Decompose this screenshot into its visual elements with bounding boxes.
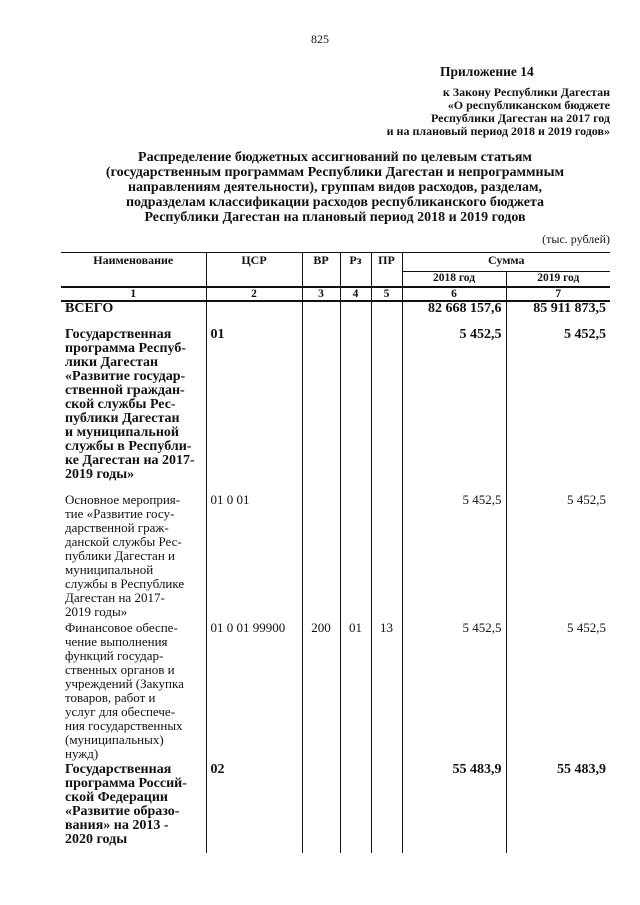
budget-table: [61, 252, 610, 853]
row-rz: 01: [340, 621, 371, 763]
title-line: направлениям деятельности), группам видов расходов, разделам,: [127, 180, 543, 195]
column-number: 3: [302, 287, 340, 301]
header-2018: 2018 год: [402, 272, 506, 288]
title-line: (государственным программам Республики Дагестан и непрограммным: [105, 165, 565, 180]
column-number: 6: [402, 287, 506, 301]
title-line: Республики Дагестан на плановый период 2018 и 2019 годов: [144, 210, 526, 225]
header-csr: ЦСР: [206, 253, 302, 288]
row-csr: [206, 301, 302, 322]
appendix-title: Приложение 14: [440, 64, 534, 79]
row-vr: [302, 493, 340, 621]
appendix-line: «О республиканском бюджете: [447, 98, 610, 112]
row-value-2018: 5 452,5: [402, 493, 506, 621]
column-number: 7: [506, 287, 610, 301]
row-rz: [340, 493, 371, 621]
header-sum: Сумма: [402, 253, 610, 272]
row-value-2019: 5 452,5: [506, 493, 610, 621]
row-vr: [302, 763, 340, 853]
row-rz: [340, 322, 371, 493]
title-line: подразделам классификации расходов республиканского бюджета: [125, 195, 545, 210]
row-csr: 01 0 01: [206, 493, 302, 621]
row-name: Государственная программа Россий- ской Федерации «Развитие образо- вания» на 2013 - 2020 годы: [65, 762, 187, 847]
header-name: Наименование: [93, 253, 174, 267]
row-csr: 01: [206, 322, 302, 493]
column-number: 2: [206, 287, 302, 301]
row-vr: [302, 301, 340, 322]
row-pr: [371, 322, 402, 493]
appendix-reference: [310, 86, 610, 138]
column-number: 5: [371, 287, 402, 301]
row-vr: 200: [302, 621, 340, 763]
row-value-2019: 55 483,9: [506, 763, 610, 853]
row-vr: [302, 322, 340, 493]
table-row: [61, 621, 610, 763]
row-name: Государственная программа Респуб- лики Дагестан «Развитие государ- ственной граждан- ской службы Рес- публики Дагестан и муниципальной службы в Республи- ке Дагестан на 2017- 2019 годы»: [65, 327, 195, 482]
document-title: [60, 150, 610, 225]
table-row: [61, 322, 610, 493]
table-row: [61, 493, 610, 621]
page-number: 825: [311, 32, 329, 46]
header-rz: Рз: [340, 253, 371, 288]
row-value-2018: 5 452,5: [402, 322, 506, 493]
row-value-2019: 85 911 873,5: [506, 301, 610, 322]
units-label: (тыс. рублей): [542, 232, 610, 246]
row-value-2018: 82 668 157,6: [402, 301, 506, 322]
row-pr: [371, 493, 402, 621]
row-value-2018: 5 452,5: [402, 621, 506, 763]
appendix-line: и на плановый период 2018 и 2019 годов»: [386, 124, 610, 138]
row-rz: [340, 301, 371, 322]
row-csr: 02: [206, 763, 302, 853]
column-number-row: [61, 287, 610, 301]
row-value-2018: 55 483,9: [402, 763, 506, 853]
header-pr: ПР: [371, 253, 402, 288]
row-name: Финансовое обеспе- чение выполнения функций государ- ственных органов и учреждений (Закупка товаров, работ и услуг для обеспече- ния государственных (муниципальных) нужд): [65, 620, 184, 761]
header-vr: ВР: [302, 253, 340, 288]
row-value-2019: 5 452,5: [506, 322, 610, 493]
table-row: [61, 301, 610, 322]
row-name: ВСЕГО: [65, 301, 114, 316]
column-number: 1: [61, 287, 206, 301]
row-pr: 13: [371, 621, 402, 763]
row-name: Основное мероприя- тие «Развитие госу- дарственной граж- данской службы Рес- публики Дагестан и муниципальной службы в Республике Дагестан на 2017- 2019 годы»: [65, 492, 185, 619]
row-csr: 01 0 01 99900: [206, 621, 302, 763]
appendix-line: к Закону Республики Дагестан: [442, 85, 610, 99]
table-row: [61, 763, 610, 853]
column-number: 4: [340, 287, 371, 301]
appendix-line: Республики Дагестан на 2017 год: [431, 111, 610, 125]
row-pr: [371, 763, 402, 853]
title-line: Распределение бюджетных ассигнований по целевым статьям: [138, 150, 532, 165]
header-2019: 2019 год: [506, 272, 610, 288]
row-value-2019: 5 452,5: [506, 621, 610, 763]
row-pr: [371, 301, 402, 322]
row-rz: [340, 763, 371, 853]
